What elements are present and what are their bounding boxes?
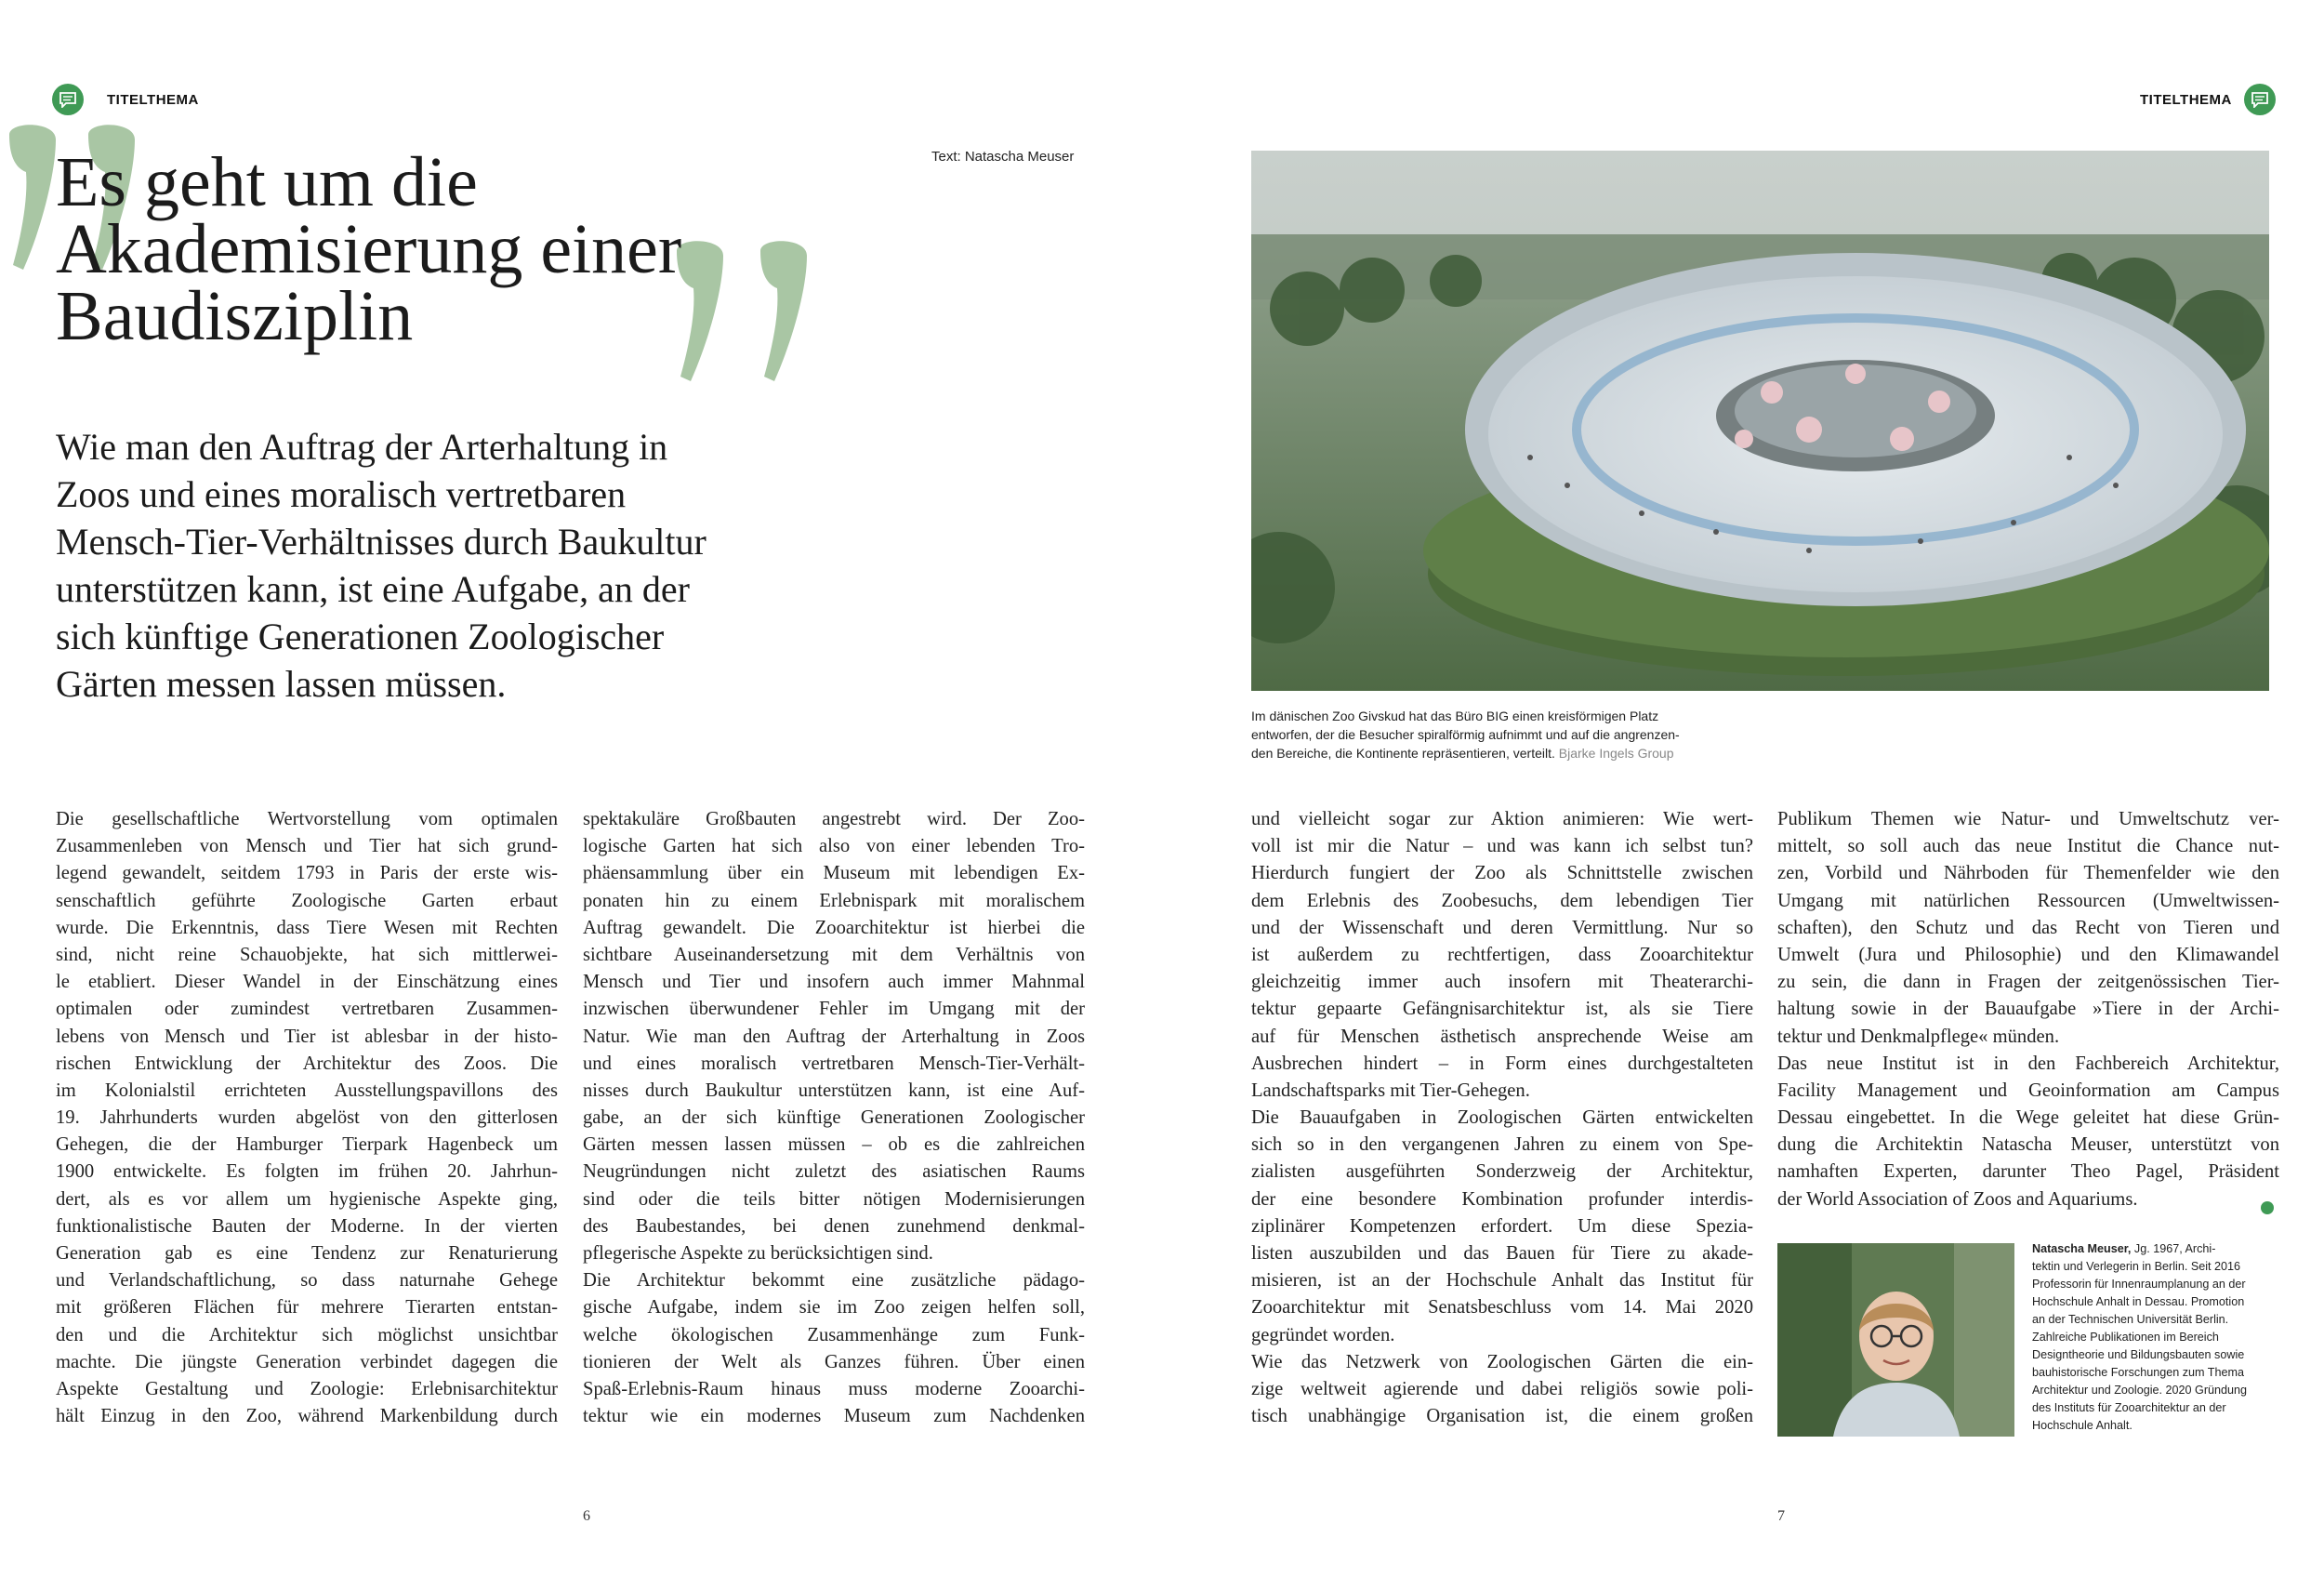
body-line: und der Wissenschaft und deren Vermittlung. Nur so	[1251, 917, 1753, 938]
caption-line: Im dänischen Zoo Givskud hat das Büro BIG einen kreisförmigen Platz	[1251, 709, 1659, 723]
body-line: zige weltweit agierende und dabei religiös sowie poli-	[1251, 1378, 1753, 1399]
body-line: zialisten ausgeführten Sonderzweig der Architektur,	[1251, 1161, 1753, 1183]
body-line: Aspekte Gestaltung und Zoologie: Erlebnisarchitektur	[56, 1378, 558, 1399]
body-line: le etabliert. Dieser Wandel in der Einschätzung eines	[56, 972, 558, 993]
body-line: Wie das Netzwerk von Zoologischen Gärten die ein-	[1251, 1351, 1753, 1372]
body-line: tionieren der Welt als Ganzes führen. Über einen	[583, 1351, 1085, 1372]
close-quote-icon	[667, 232, 835, 404]
body-line: Die Bauaufgaben in Zoologischen Gärten entwickelten	[1251, 1107, 1753, 1129]
lead-line: unterstützen kann, ist eine Aufgabe, an der	[56, 568, 690, 610]
body-line: Zusammenleben von Mensch und Tier hat sich grund-	[56, 836, 558, 857]
body-line: nisses durch Baukultur unterstützen kann, ist eine Auf-	[583, 1080, 1085, 1101]
body-line: Natur. Wie man den Auftrag der Arterhaltung in Zoos	[583, 1026, 1085, 1047]
body-line: Hierdurch fungiert der Zoo als Schnittstelle zwischen	[1251, 863, 1753, 884]
body-line: spektakuläre Großbauten angestrebt wird. Der Zoo-	[583, 809, 1085, 829]
caption-credit: Bjarke Ingels Group	[1558, 746, 1674, 761]
body-line: Spaß-Erlebnis-Raum hinaus muss moderne Zooarchi-	[583, 1378, 1085, 1399]
lead-line: Gärten messen lassen müssen.	[56, 663, 507, 705]
body-line: ponaten hin zu einem Erlebnispark mit moralischem	[583, 890, 1085, 911]
body-line: Dessau eingebettet. In die Wege geleitet hat diese Grün-	[1777, 1107, 2279, 1129]
bio-line: Hochschule Anhalt.	[2032, 1419, 2133, 1432]
headline-line: Baudisziplin	[56, 277, 414, 355]
bio-line: Designtheorie und Bildungsbauten sowie	[2032, 1348, 2245, 1361]
body-line: Mensch und Tier und insofern auch immer Mahnmal	[583, 972, 1085, 993]
body-line: wurde. Die Erkenntnis, dass Tiere Wesen mit Rechten	[56, 917, 558, 938]
page-number-right: 7	[1777, 1508, 1785, 1524]
body-line: Auftrag gewandelt. Die Zooarchitektur ist hierbei die	[583, 917, 1085, 938]
body-line: voll ist mir die Natur – und was kann ich selbst tun?	[1251, 836, 1753, 857]
caption-line: entworfen, der die Besucher spiralförmig aufnimmt und auf die angrenzen-	[1251, 727, 1680, 742]
body-line: misieren, ist an der Hochschule Anhalt das Institut für	[1251, 1270, 1753, 1292]
lead-line: Mensch-Tier-Verhältnisses durch Baukultur	[56, 521, 706, 563]
body-line: Facility Management und Geoinformation am Campus	[1777, 1080, 2279, 1101]
lead-line: Zoos und eines moralisch vertretbaren	[56, 473, 627, 515]
body-line: sind, nicht reine Schauobjekte, hat sich mittlerwei-	[56, 944, 558, 965]
body-line: Die Architektur bekommt eine zusätzliche pädago-	[583, 1270, 1085, 1292]
bio-line: Jg. 1967, Archi-	[2133, 1242, 2216, 1255]
body-line: und Verlandschaftlichung, so dass naturnahe Gehege	[56, 1270, 558, 1292]
body-line: 19. Jahrhunderts wurden abgelöst von den gitterlosen	[56, 1107, 558, 1129]
body-line: optimalen oder zumindest vertretbaren Zusammen-	[56, 999, 558, 1020]
body-line: gabe, an der sich künftige Generationen Zoologischer	[583, 1107, 1085, 1129]
text-column-4	[1777, 806, 2279, 1213]
body-line: inzwischen überwundener Fehler im Umgang mit der	[583, 999, 1085, 1020]
body-line: hält Einzug in den Zoo, während Markenbildung durch	[56, 1406, 558, 1427]
body-line: legend gewandelt, seitdem 1793 in Paris der erste wis-	[56, 863, 558, 884]
body-line: 1900 entwickelte. Es folgten im frühen 20. Jahrhun-	[56, 1161, 558, 1183]
body-line: sich so in den vergangenen Jahren zu einem von Spe-	[1251, 1134, 1753, 1156]
headline	[56, 143, 682, 355]
body-line: im Kolonialstil errichteten Ausstellungspavillons des	[56, 1080, 558, 1101]
body-line: tisch unabhängige Organisation ist, die einem großen	[1251, 1406, 1753, 1427]
body-line: den und die Architektur sich möglichst unsichtbar	[56, 1324, 558, 1345]
page-number-left: 6	[583, 1508, 590, 1524]
body-line: dert, als es vor allem um hygienische Aspekte ging,	[56, 1188, 558, 1210]
body-line: mit größeren Flächen für mehrere Tierarten entstan-	[56, 1297, 558, 1318]
body-line: der World Association of Zoos and Aquariums.	[1777, 1188, 2138, 1210]
body-line: Die gesellschaftliche Wertvorstellung vom optimalen	[56, 809, 558, 829]
body-line: funktionalistische Bauten der Moderne. In der vierten	[56, 1215, 558, 1237]
bio-line: des Instituts für Zooarchitektur an der	[2032, 1401, 2226, 1414]
body-line: tektur wie ein modernes Museum zum Nachdenken	[583, 1406, 1085, 1427]
body-line: zu sein, die dann in Fragen der zeitgenössischen Tier-	[1777, 972, 2279, 993]
body-line: des Baubestandes, bei denen zunehmend denkmal-	[583, 1215, 1085, 1237]
body-line: Umgang mit natürlichen Ressourcen (Umweltwissen-	[1777, 890, 2279, 911]
body-line: pflegerische Aspekte zu berücksichtigen sind.	[583, 1243, 933, 1264]
bio-line: Professorin für Innenraumplanung an der	[2032, 1278, 2246, 1291]
body-line: Publikum Themen wie Natur- und Umweltschutz ver-	[1777, 809, 2279, 829]
body-line: mittelt, so soll auch das neue Institut die Chance nut-	[1777, 836, 2279, 857]
body-line: schaften), den Schutz und das Recht von Tieren und	[1777, 917, 2279, 938]
body-line: tektur und Denkmalpflege« münden.	[1777, 1026, 2060, 1047]
text-column-1	[56, 806, 558, 1430]
body-line: auf für Menschen ästhetisch ansprechende Weise am	[1251, 1026, 1753, 1047]
body-line: gegründet worden.	[1251, 1324, 1395, 1345]
text-column-3	[1251, 806, 1753, 1430]
body-line: Das neue Institut ist in den Fachbereich Architektur,	[1777, 1053, 2279, 1074]
body-line: machte. Die jüngste Generation verbindet dagegen die	[56, 1351, 558, 1372]
body-line: rischen Entwicklung der Architektur des Zoos. Die	[56, 1053, 558, 1074]
headline-line: Akademisierung einer	[56, 210, 682, 288]
body-line: welche ökologischen Zusammenhänge zum Funk-	[583, 1324, 1085, 1345]
body-line: gische Aufgabe, indem sie im Zoo zeigen helfen soll,	[583, 1297, 1085, 1318]
author-bio	[2032, 1240, 2283, 1435]
body-line: haltung sowie in der Bauaufgabe »Tiere in der Archi-	[1777, 999, 2279, 1020]
body-line: namhaften Experten, darunter Theo Pagel, Präsident	[1777, 1161, 2279, 1183]
body-line: der eine besondere Kombination profunder interdis-	[1251, 1188, 1753, 1210]
body-line: Generation gab es eine Tendenz zur Renaturierung	[56, 1243, 558, 1264]
body-line: Neugründungen nicht zuletzt des asiatischen Raums	[583, 1161, 1085, 1183]
body-line: Landschaftsparks mit Tier-Gehegen.	[1251, 1080, 1530, 1101]
body-line: phäensammlung über ein Museum mit lebendigen Ex-	[583, 863, 1085, 884]
text-column-2	[583, 806, 1085, 1430]
section-label-left: TITELTHEMA	[107, 92, 199, 108]
body-line: tektur gepaarte Gefängnisarchitektur ist, als sie Tiere	[1251, 999, 1753, 1020]
bio-line: Zahlreiche Publikationen im Bereich	[2032, 1331, 2219, 1344]
bio-line: Architektur und Zoologie. 2020 Gründung	[2032, 1384, 2248, 1397]
body-line: dem Erlebnis des Zoobesuchs, dem lebendigen Tier	[1251, 890, 1753, 911]
speech-bubble-icon	[52, 84, 84, 115]
caption-line: den Bereiche, die Kontinente repräsentieren, verteilt.	[1251, 746, 1555, 761]
headline-line: Es geht um die	[56, 143, 478, 221]
author-credit: Text: Natascha Meuser	[931, 149, 1075, 165]
bio-line: an der Technischen Universität Berlin.	[2032, 1313, 2229, 1326]
bio-line: tektin und Verlegerin in Berlin. Seit 2016	[2032, 1260, 2241, 1273]
body-line: ziplinärer Kompetenzen erfordert. Um diese Spezia-	[1251, 1215, 1753, 1237]
body-line: sichtbare Auseinandersetzung mit dem Verhältnis von	[583, 944, 1085, 965]
body-line: listen auszubilden und das Bauen für Tiere zu akade-	[1251, 1243, 1753, 1264]
end-mark-icon	[2261, 1201, 2274, 1214]
speech-bubble-icon	[2244, 84, 2276, 115]
body-line: sind oder die teils bitter nötigen Modernisierungen	[583, 1188, 1085, 1210]
body-line: senschaftlich geführte Zoologische Garten erbaut	[56, 890, 558, 911]
body-line: lebens von Mensch und Tier ist ablesbar in der histo-	[56, 1026, 558, 1047]
author-portrait	[1777, 1243, 2014, 1437]
body-line: ist außerdem zu rechtfertigen, dass Zooarchitektur	[1251, 944, 1753, 965]
bio-name: Natascha Meuser,	[2032, 1242, 2132, 1255]
body-line: und eines moralisch vertretbaren Mensch-Tier-Verhält-	[583, 1053, 1085, 1074]
body-line: zen, Vorbild und Nährboden für Themenfelder wie den	[1777, 863, 2279, 884]
body-line: Umwelt (Jura und Philosophie) und den Klimawandel	[1777, 944, 2279, 965]
body-line: Gärten messen lassen müssen – ob es die zahlreichen	[583, 1134, 1085, 1156]
lead-paragraph	[56, 423, 706, 708]
body-line: Zooarchitektur mit Senatsbeschluss vom 14. Mai 2020	[1251, 1297, 1753, 1318]
zoo-givskud-photo	[1251, 151, 2269, 691]
section-label-right: TITELTHEMA	[2140, 92, 2232, 108]
lead-line: sich künftige Generationen Zoologischer	[56, 616, 665, 657]
body-line: logische Garten hat sich also von einer lebenden Tro-	[583, 836, 1085, 857]
body-line: Ausbrechen hindert – in Form eines durchgestalteten	[1251, 1053, 1753, 1074]
image-caption	[1251, 707, 1772, 762]
body-line: dung die Architektin Natascha Meuser, unterstützt von	[1777, 1134, 2279, 1156]
bio-line: bauhistorische Forschungen zum Thema	[2032, 1366, 2244, 1379]
bio-line: Hochschule Anhalt in Dessau. Promotion	[2032, 1295, 2245, 1308]
body-line: und vielleicht sogar zur Aktion animieren: Wie wert-	[1251, 809, 1753, 829]
body-line: Gehegen, die der Hamburger Tierpark Hagenbeck um	[56, 1134, 558, 1156]
body-line: gleichzeitig immer auch insofern mit Theaterarchi-	[1251, 972, 1753, 993]
lead-line: Wie man den Auftrag der Arterhaltung in	[56, 426, 668, 468]
